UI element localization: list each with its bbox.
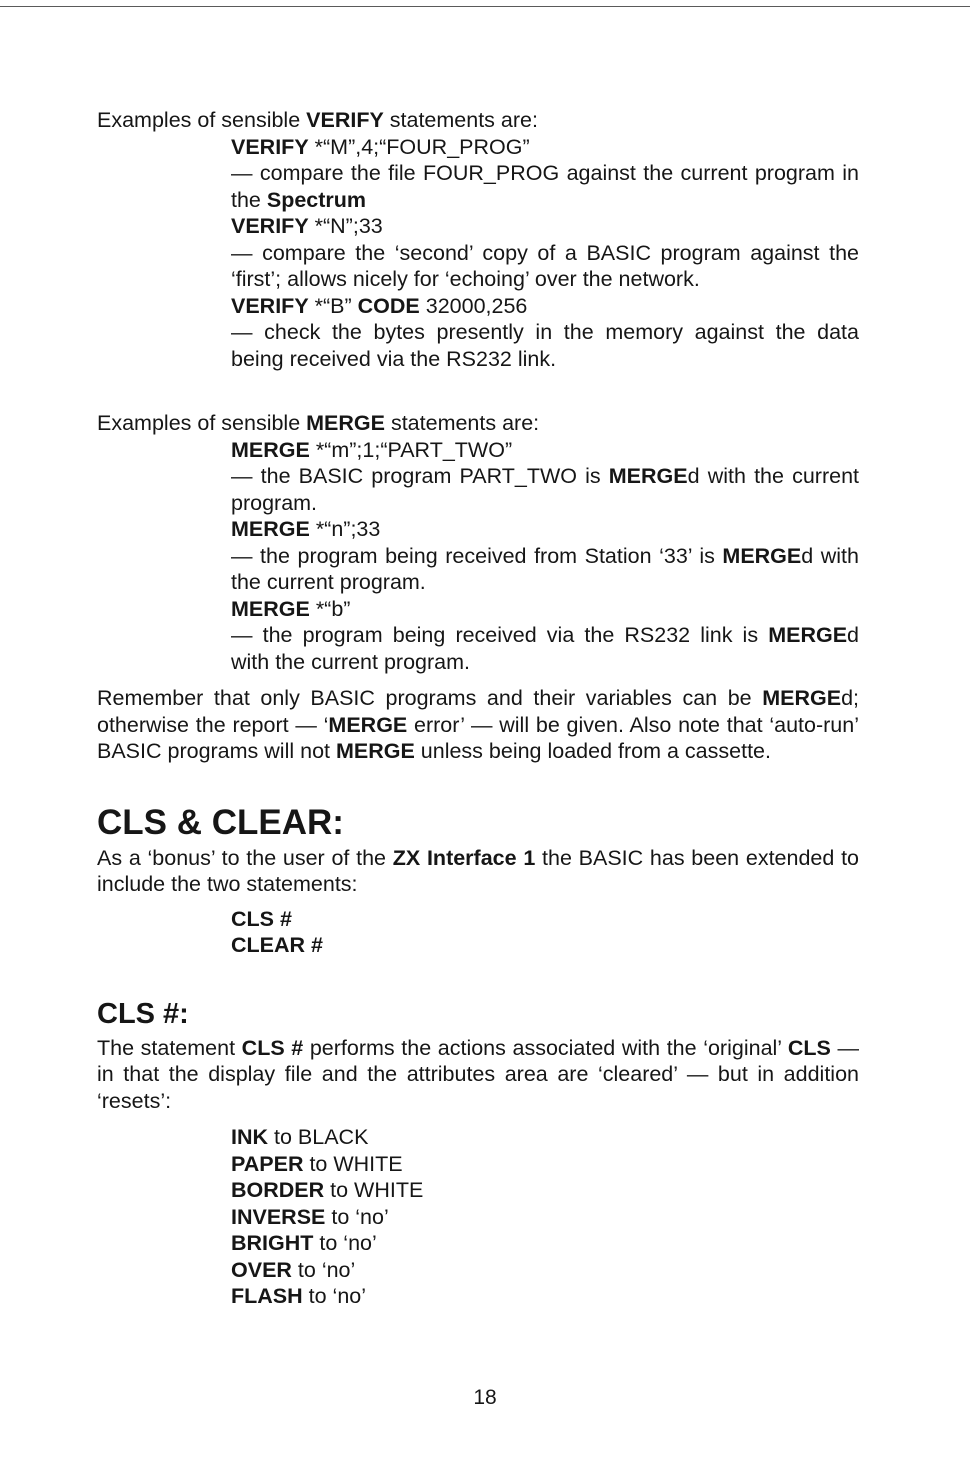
cls-clear-statements — [231, 906, 859, 959]
merge-example-3-description: — the program being received via the RS232 link is MERGEd with the current program. — [231, 623, 859, 674]
verify-examples — [231, 134, 859, 373]
reset-bright: BRIGHT to ‘no’ — [231, 1231, 377, 1255]
page-number: 18 — [473, 1386, 497, 1409]
verify-example-1-description: — compare the file FOUR_PROG against the current program in the Spectrum — [231, 161, 859, 212]
statement-clear-hash: CLEAR # — [231, 933, 323, 957]
verify-intro: Examples of sensible VERIFY statements are: — [97, 108, 538, 132]
merge-example-2-description: — the program being received from Station ‘33’ is MERGEd with the current program. — [231, 543, 859, 594]
merge-example-2-command: MERGE *“n”;33 — [231, 517, 381, 541]
reset-inverse: INVERSE to ‘no’ — [231, 1204, 389, 1229]
merge-examples — [231, 437, 859, 676]
reset-paper: PAPER to WHITE — [231, 1151, 403, 1176]
cls-hash-heading: CLS #: — [97, 997, 189, 1030]
cls-clear-text: As a ‘bonus’ to the user of the ZX Interface 1 the BASIC has been extended to include the two statements: — [97, 845, 860, 896]
resets-list — [231, 1124, 859, 1310]
verify-example-2-command: VERIFY *“N”;33 — [231, 214, 383, 238]
reset-border: BORDER to WHITE — [231, 1178, 424, 1202]
merge-intro: Examples of sensible MERGE statements are: — [97, 411, 540, 435]
statement-cls-hash: CLS # — [231, 906, 292, 931]
cls-clear-heading: CLS & CLEAR: — [97, 802, 344, 842]
reset-over: OVER to ‘no’ — [231, 1257, 356, 1282]
merge-example-1-command: MERGE *“m”;1;“PART_TWO” — [231, 437, 513, 462]
cls-hash-text: The statement CLS # performs the actions associated with the ‘original’ CLS — in that the display file and the attributes area are ‘cleared’ — but in addition ‘resets’: — [97, 1035, 859, 1113]
merge-example-3-command: MERGE *“b” — [231, 596, 351, 621]
verify-example-3-description: — check the bytes presently in the memory against the data being received via the RS232 link. — [231, 320, 859, 371]
top-rule — [0, 6, 970, 7]
verify-example-3-command: VERIFY *“B” CODE 32000,256 — [231, 293, 528, 318]
verify-example-1-command: VERIFY *“M”,4;“FOUR_PROG” — [231, 134, 530, 159]
merge-example-1-description: — the BASIC program PART_TWO is MERGEd with the current program. — [231, 464, 860, 515]
reset-flash: FLASH to ‘no’ — [231, 1284, 367, 1308]
page-body — [97, 107, 859, 1310]
merge-note: Remember that only BASIC programs and their variables can be MERGEd; otherwise the report — ‘MERGE error’ — will be given. Also note that ‘auto-run’ BASIC programs will not MERGE unless being loaded from a cassette. — [97, 686, 859, 763]
reset-ink: INK to BLACK — [231, 1125, 369, 1149]
verify-example-2-description: — compare the ‘second’ copy of a BASIC program against the ‘first’; allows nicely for ‘echoing’ over the network. — [231, 240, 859, 291]
